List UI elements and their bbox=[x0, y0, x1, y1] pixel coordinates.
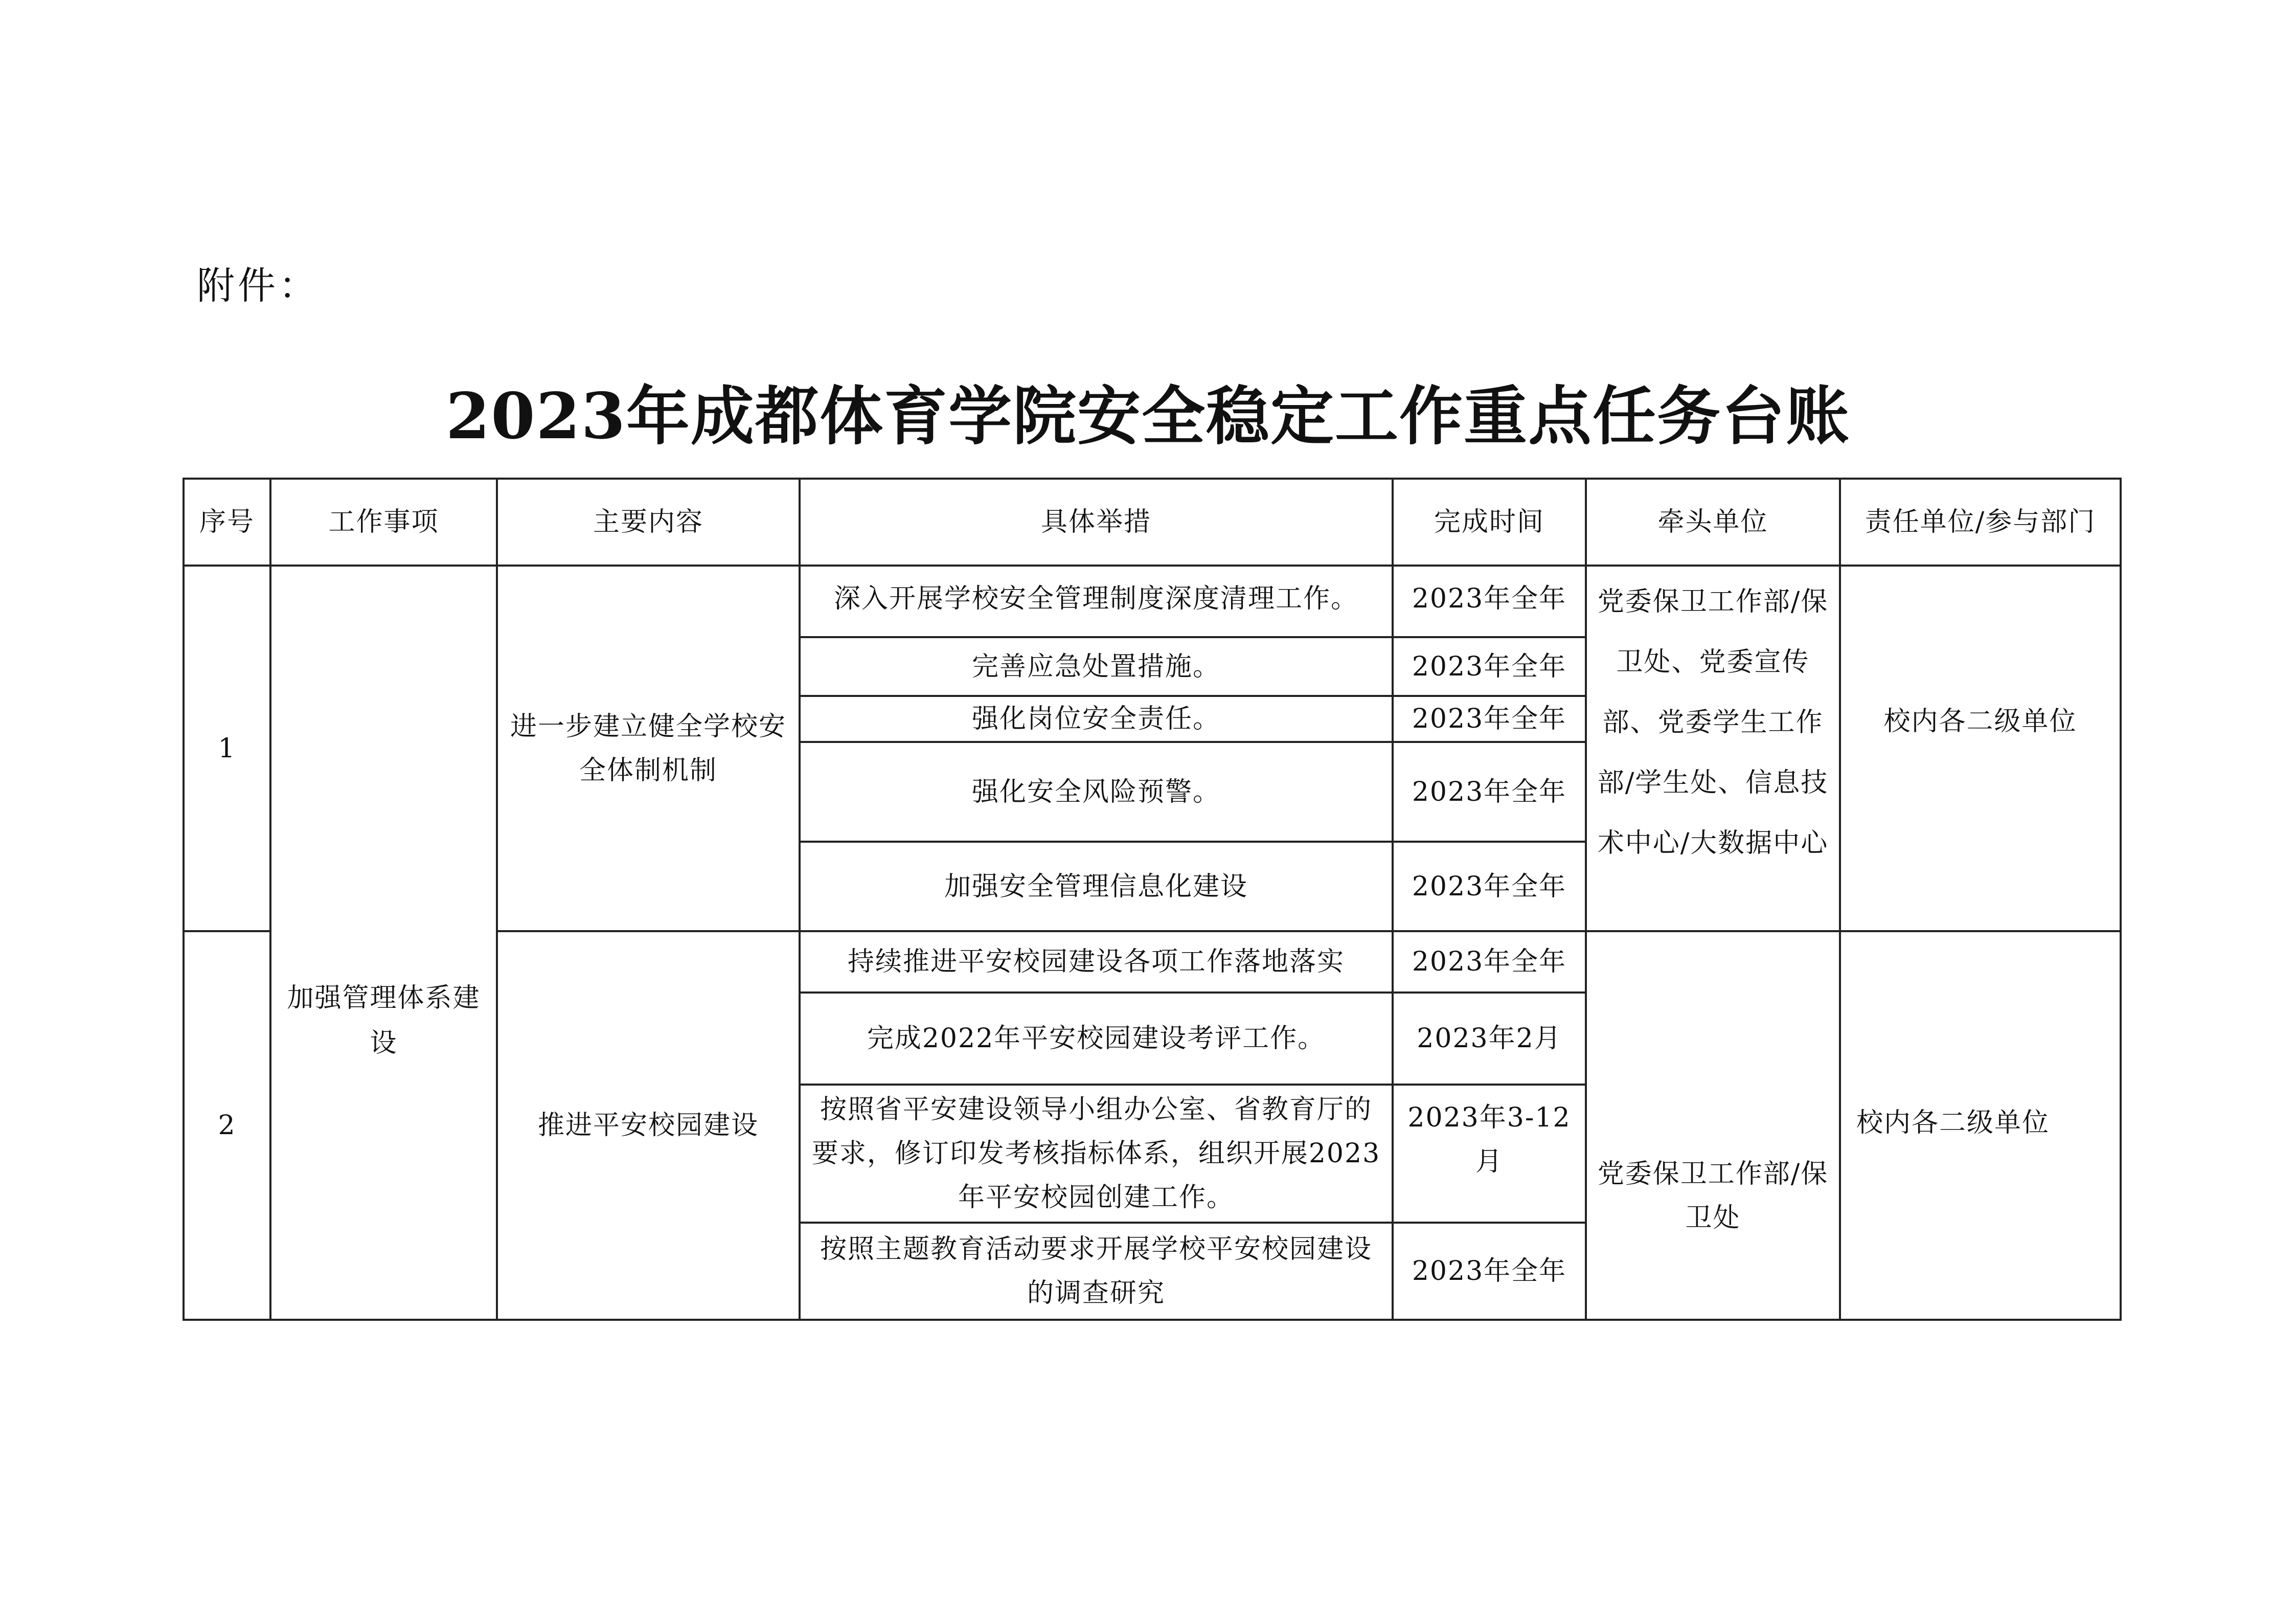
completion-time-cell: 2023年全年 bbox=[1393, 742, 1586, 842]
main-content-cell: 推进平安校园建设 bbox=[497, 931, 800, 1320]
row-number: 2 bbox=[184, 931, 270, 1320]
row-number: 1 bbox=[184, 566, 270, 931]
attachment-label: 附件： bbox=[197, 264, 320, 308]
measure-cell: 按照主题教育活动要求开展学校平安校园建设的调查研究 bbox=[800, 1223, 1393, 1320]
header-cell-work-item: 工作事项 bbox=[270, 479, 497, 566]
measure-cell: 深入开展学校安全管理制度深度清理工作。 bbox=[800, 566, 1393, 637]
completion-time-cell: 2023年全年 bbox=[1393, 842, 1586, 931]
header-cell-number: 序号 bbox=[184, 479, 270, 566]
completion-time-cell: 2023年全年 bbox=[1393, 696, 1586, 742]
measure-cell: 按照省平安建设领导小组办公室、省教育厅的要求，修订印发考核指标体系，组织开展2023年平安校园创建工作。 bbox=[800, 1085, 1393, 1223]
completion-time-cell: 2023年全年 bbox=[1393, 637, 1586, 696]
completion-time-cell: 2023年全年 bbox=[1393, 931, 1586, 993]
completion-time-cell: 2023年全年 bbox=[1393, 566, 1586, 637]
table-row bbox=[184, 566, 2121, 637]
lead-unit-cell: 党委保卫工作部/保卫处 bbox=[1586, 931, 1840, 1320]
header-cell-lead-unit: 牵头单位 bbox=[1586, 479, 1840, 566]
measure-cell: 强化安全风险预警。 bbox=[800, 742, 1393, 842]
work-item-cell: 加强管理体系建设 bbox=[270, 566, 497, 1320]
header-cell-responsible-unit: 责任单位/参与部门 bbox=[1840, 479, 2121, 566]
task-ledger-table bbox=[183, 478, 2122, 1321]
measure-cell: 完善应急处置措施。 bbox=[800, 637, 1393, 696]
document-title: 2023年成都体育学院安全稳定工作重点任务台账 bbox=[445, 379, 1851, 454]
measure-cell: 完成2022年平安校园建设考评工作。 bbox=[800, 993, 1393, 1085]
measure-cell: 持续推进平安校园建设各项工作落地落实 bbox=[800, 931, 1393, 993]
measure-cell: 强化岗位安全责任。 bbox=[800, 696, 1393, 742]
main-content-cell: 进一步建立健全学校安全体制机制 bbox=[497, 566, 800, 931]
lead-unit-cell: 党委保卫工作部/保卫处、党委宣传部、党委学生工作部/学生处、信息技术中心/大数据中心 bbox=[1586, 566, 1840, 931]
completion-time-cell: 2023年2月 bbox=[1393, 993, 1586, 1085]
header-cell-main-content: 主要内容 bbox=[497, 479, 800, 566]
header-cell-completion-time: 完成时间 bbox=[1393, 479, 1586, 566]
completion-time-cell: 2023年3-12月 bbox=[1393, 1085, 1586, 1223]
header-cell-measures: 具体举措 bbox=[800, 479, 1393, 566]
responsible-unit-cell: 校内各二级单位 bbox=[1840, 566, 2121, 931]
measure-cell: 加强安全管理信息化建设 bbox=[800, 842, 1393, 931]
header-row bbox=[184, 479, 2121, 566]
completion-time-cell: 2023年全年 bbox=[1393, 1223, 1586, 1320]
responsible-unit-cell: 校内各二级单位 bbox=[1840, 931, 2121, 1320]
